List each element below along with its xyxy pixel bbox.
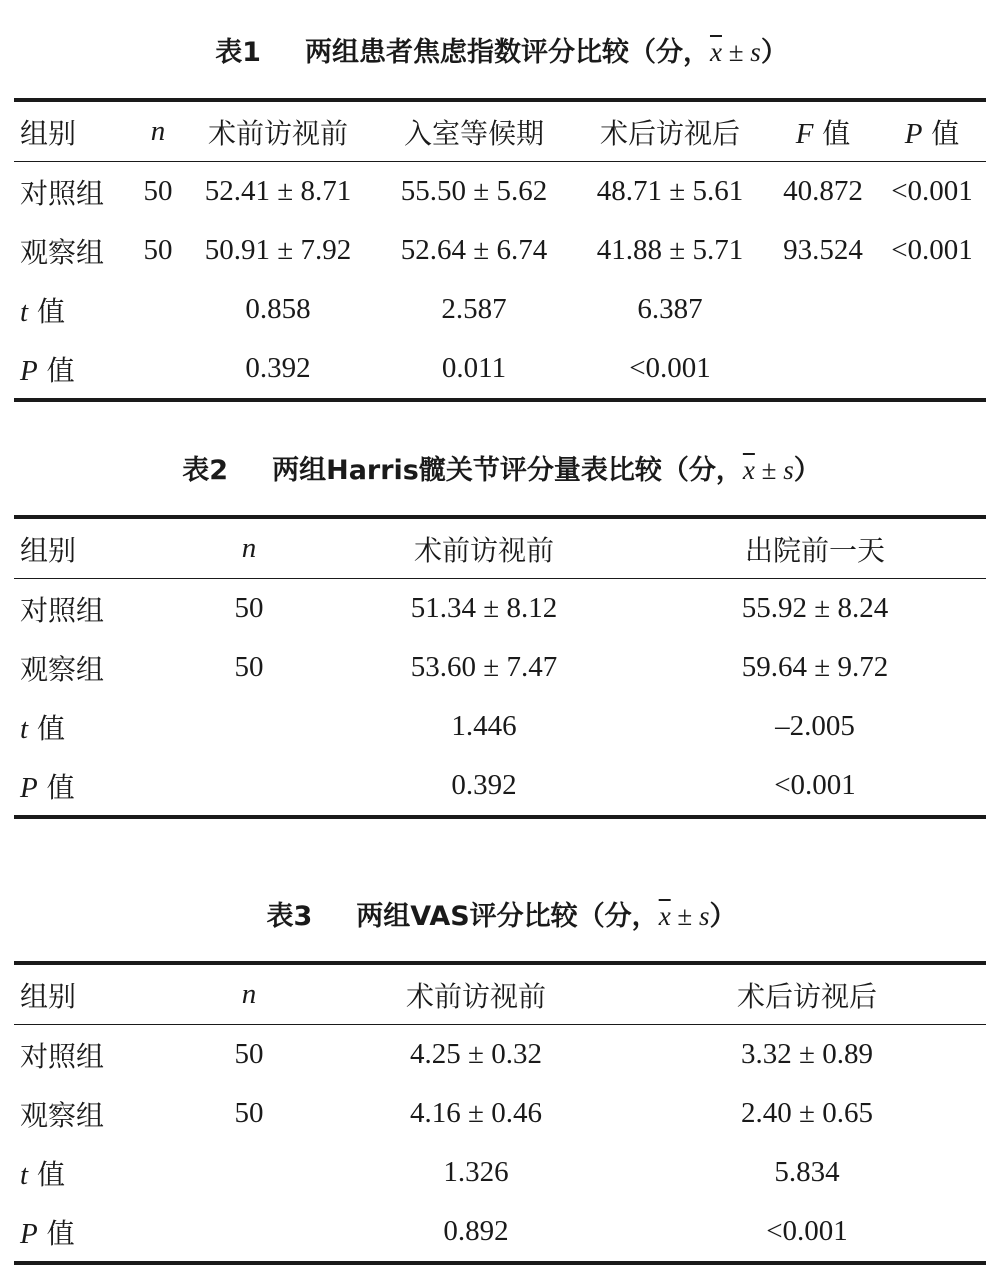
table-row [14,1202,986,1263]
table-cell: 5.834 [774,1156,840,1188]
table-row [14,697,986,756]
table-cell: 40.872 [783,175,863,207]
table-cell [174,1202,324,1263]
table1-unit-open: （分， [628,37,710,68]
sd-symbol: s [750,37,761,67]
stat-symbol: P [20,1217,38,1250]
header-cell: 术前访视前 [180,100,376,162]
table2-unit-close: ） [793,455,821,486]
table-cell [878,339,986,400]
table-row [14,1143,986,1202]
table-cell [174,697,324,756]
table3-unit-close: ） [709,901,737,932]
table-cell: 50 [143,234,173,266]
header-cell [768,100,878,162]
table-cell: 对照组 [20,593,105,627]
header-cell: 术前访视前 [324,963,628,1025]
table-cell: 6.387 [637,293,703,325]
table1 [14,98,986,402]
table-header-row [14,517,986,579]
table2-number: 表2 [182,455,229,486]
table-cell: 2.587 [441,293,507,325]
table-cell: 52.41 ± 8.71 [204,175,352,207]
table-row [14,221,986,280]
table-cell: 55.50 ± 5.62 [400,175,548,207]
stat-suffix: 值 [37,353,75,387]
stat-symbol: t [20,1158,29,1191]
table-cell [768,280,878,339]
table-cell: <0.001 [644,756,986,817]
table1-unit-close: ） [760,37,788,68]
table-cell: 0.892 [324,1202,628,1263]
table-cell: <0.001 [628,1202,986,1263]
table-cell: 50 [143,175,173,207]
table-cell: 55.92 ± 8.24 [741,592,889,624]
table-cell: 2.40 ± 0.65 [741,1097,873,1129]
table2-unit-open: （分， [661,455,743,486]
table-cell: 51.34 ± 8.12 [410,592,558,624]
table-cell: –2.005 [775,710,855,742]
header-cell: 术后访视后 [572,100,768,162]
stat-symbol: P [904,117,923,150]
header-cell: n [136,100,180,162]
table2 [14,515,986,819]
table-row [14,579,986,639]
stat-symbol: P [20,771,38,804]
stat-suffix: 值 [813,116,851,150]
header-cell: 组别 [14,517,174,579]
stat-suffix: 值 [28,294,65,328]
table-cell [14,1202,174,1263]
table-cell: 对照组 [20,176,105,210]
table-header-row [14,100,986,162]
table3-caption [0,896,1003,937]
stat-symbol: t [20,295,29,328]
table1-stat-notation [710,37,761,67]
table3-number: 表3 [266,901,313,932]
table-cell [14,1143,174,1202]
table-cell: <0.001 [891,234,973,266]
mean-symbol: $\overline{x}$ [709,37,722,67]
table-cell [136,280,180,339]
table-cell: 3.32 ± 0.89 [741,1038,873,1070]
table-cell: 53.60 ± 7.47 [410,651,558,683]
table-cell: 50.91 ± 7.92 [204,234,352,266]
table3-stat-notation [659,901,710,931]
header-cell: 入室等候期 [376,100,572,162]
stat-symbol: t [20,712,29,745]
table1-caption [0,32,1003,73]
plus-minus-symbol: ± [754,455,784,485]
table3-unit-open: （分， [577,901,659,932]
table3-title: 两组VAS评分比较 [356,901,578,932]
table1-title: 两组患者焦虑指数评分比较 [304,37,629,68]
header-cell: n [174,517,324,579]
mean-symbol: $\overline{x}$ [658,901,671,931]
plus-minus-symbol: ± [670,901,699,931]
table-cell [174,1143,324,1202]
table-cell [878,280,986,339]
table-cell: 0.392 [324,756,644,817]
table-cell: 观察组 [20,652,105,686]
table-cell: 观察组 [20,1098,105,1132]
header-cell: 术后访视后 [628,963,986,1025]
table-row [14,756,986,817]
header-cell: 术前访视前 [324,517,644,579]
table-cell: 93.524 [783,234,863,266]
table-cell: 4.25 ± 0.32 [410,1038,542,1070]
mean-symbol: $\overline{x}$ [742,455,755,485]
stat-symbol: P [20,354,38,387]
table-row [14,280,986,339]
stat-suffix: 值 [37,770,75,804]
table1-number: 表1 [215,37,261,68]
stat-suffix: 值 [37,1216,75,1250]
stat-suffix: 值 [922,116,960,150]
table-cell: 1.446 [451,710,517,742]
table-row [14,638,986,697]
table-cell [14,756,174,817]
header-cell: 出院前一天 [644,517,986,579]
table-cell: 0.858 [245,293,311,325]
table-cell: 50 [234,592,264,624]
table-cell [14,339,136,400]
table-cell: 1.326 [443,1156,509,1188]
table2-title: 两组Harris髋关节评分量表比较 [272,455,662,486]
table-cell [14,697,174,756]
table-cell: 48.71 ± 5.61 [596,175,744,207]
table-cell [136,339,180,400]
header-cell: 组别 [14,100,136,162]
header-cell [878,100,986,162]
table-cell: 41.88 ± 5.71 [596,234,744,266]
table-cell: 52.64 ± 6.74 [400,234,548,266]
table-cell [174,756,324,817]
table-cell: 50 [234,1038,264,1070]
table-row [14,1084,986,1143]
table-header-row [14,963,986,1025]
table-row [14,1025,986,1085]
stat-suffix: 值 [28,1157,65,1191]
table3 [14,961,986,1265]
table-cell: 50 [234,651,264,683]
sd-symbol: s [783,455,794,485]
table-cell: 对照组 [20,1039,105,1073]
sd-symbol: s [699,901,710,931]
table2-caption [0,450,1003,491]
plus-minus-symbol: ± [721,37,751,67]
table-cell: 4.16 ± 0.46 [410,1097,542,1129]
stat-suffix: 值 [28,711,65,745]
table-cell: <0.001 [891,175,973,207]
table-cell: 观察组 [20,235,105,269]
table-cell: <0.001 [572,339,768,400]
header-cell: 组别 [14,963,174,1025]
table-cell: 50 [234,1097,264,1129]
table-cell [14,280,136,339]
table-cell [768,339,878,400]
table-cell: 0.011 [376,339,572,400]
table-row [14,162,986,222]
table-cell: 0.392 [180,339,376,400]
table2-stat-notation [743,455,794,485]
stat-symbol: F [795,117,814,150]
table-cell: 59.64 ± 9.72 [741,651,889,683]
table-row [14,339,986,400]
header-cell: n [174,963,324,1025]
